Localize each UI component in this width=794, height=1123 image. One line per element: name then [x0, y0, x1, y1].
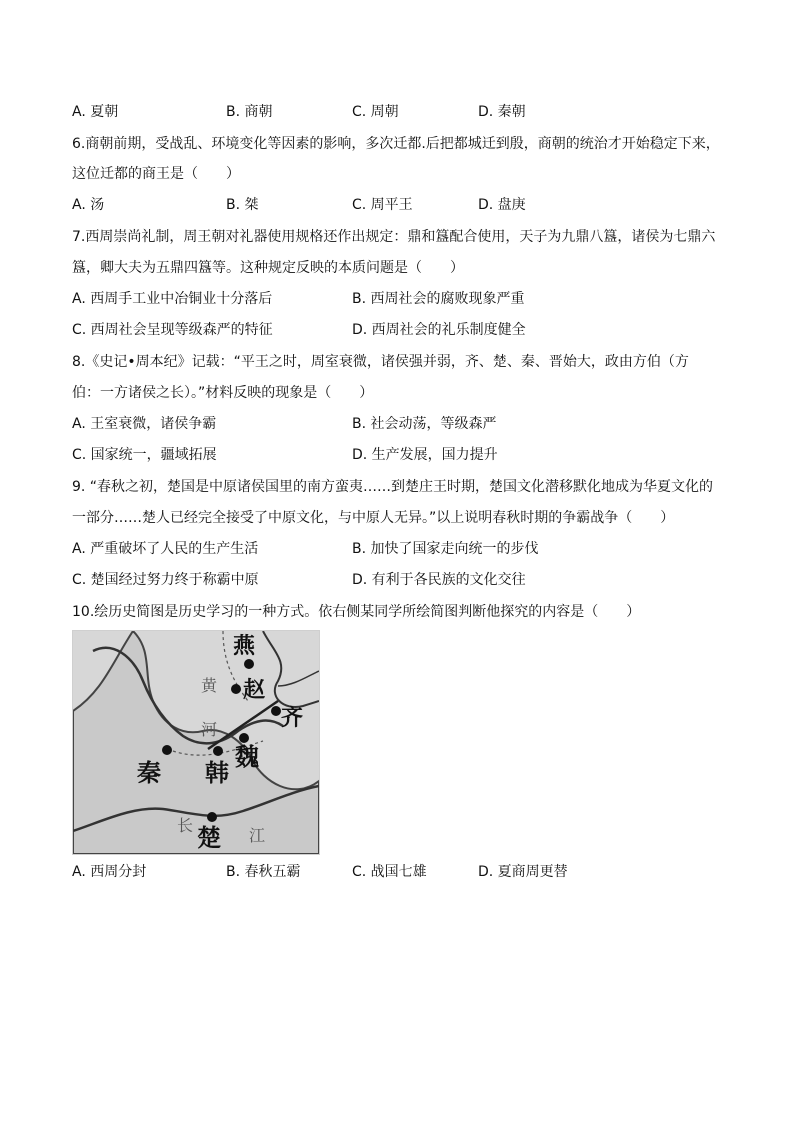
- q7-option-b: B. 西周社会的腐败现象严重: [352, 291, 525, 307]
- chang-river-label: 长: [177, 816, 194, 835]
- chu-label: 楚: [197, 823, 221, 852]
- q10-stem: 10.绘历史简图是历史学习的一种方式。依右侧某同学所绘简图判断他探究的内容是（ ）: [72, 604, 641, 620]
- han-label: 韩: [205, 758, 229, 787]
- qi-capital-dot: [271, 706, 281, 716]
- q7-stem-line1: 7.西周崇尚礼制，周王朝对礼器使用规格还作出规定：鼎和簋配合使用，天子为九鼎八簋，诸侯为七鼎六: [72, 229, 716, 245]
- q10-option-a: A. 西周分封: [72, 864, 147, 880]
- q8-option-a: A. 王室衰微，诸侯争霸: [72, 416, 217, 432]
- q6-option-c: C. 周平王: [352, 197, 413, 213]
- q10-option-c: C. 战国七雄: [352, 864, 427, 880]
- warring-states-map: [72, 630, 320, 855]
- q5-option-c: C. 周朝: [352, 104, 399, 120]
- huang-river-label: 黄: [201, 676, 218, 695]
- q5-option-a: A. 夏朝: [72, 104, 119, 120]
- q7-stem-line2: 簋，卿大夫为五鼎四簋等。这种规定反映的本质问题是（ ）: [72, 260, 464, 276]
- q8-stem-line1: 8.《史记•周本纪》记载：“平王之时，周室衰微，诸侯强并弱，齐、楚、秦、晋始大，政由方伯（方: [72, 354, 689, 370]
- q5-option-b: B. 商朝: [226, 104, 273, 120]
- wei-label: 魏: [235, 742, 259, 771]
- q10-option-b: B. 春秋五霸: [226, 864, 301, 880]
- he-river-label: 河: [201, 720, 218, 739]
- qi-label: 齐: [281, 705, 304, 731]
- q10-option-d: D. 夏商周更替: [478, 864, 568, 880]
- q5-option-d: D. 秦朝: [478, 104, 526, 120]
- q8-stem-line2: 伯：一方诸侯之长）。”材料反映的现象是（ ）: [72, 385, 374, 401]
- q9-option-d: D. 有利于各民族的文化交往: [352, 572, 526, 588]
- q8-option-d: D. 生产发展，国力提升: [352, 447, 498, 463]
- q6-option-d: D. 盘庚: [478, 197, 526, 213]
- chu-capital-dot: [207, 812, 217, 822]
- yan-label: 燕: [233, 633, 256, 659]
- q6-option-b: B. 桀: [226, 197, 259, 213]
- q9-stem-line1: 9. “春秋之初，楚国是中原诸侯国里的南方蛮夷……到楚庄王时期，楚国文化潜移默化地成为华夏文化的: [72, 479, 714, 495]
- jiang-river-label: 江: [249, 826, 266, 845]
- q8-option-b: B. 社会动荡，等级森严: [352, 416, 497, 432]
- q9-option-b: B. 加快了国家走向统一的步伐: [352, 541, 539, 557]
- q6-option-a: A. 汤: [72, 197, 105, 213]
- qin-label: 秦: [137, 758, 161, 787]
- zhao-capital-dot: [231, 684, 241, 694]
- q9-stem-line2: 一部分……楚人已经完全接受了中原文化，与中原人无异。”以上说明春秋时期的争霸战争（ ）: [72, 510, 675, 526]
- yan-capital-dot: [244, 659, 254, 669]
- q6-stem-line2: 这位迁都的商王是（ ）: [72, 166, 240, 182]
- qin-capital-dot: [162, 745, 172, 755]
- q9-option-c: C. 楚国经过努力终于称霸中原: [72, 572, 259, 588]
- q7-option-d: D. 西周社会的礼乐制度健全: [352, 322, 526, 338]
- q7-option-a: A. 西周手工业中冶铜业十分落后: [72, 291, 273, 307]
- q7-option-c: C. 西周社会呈现等级森严的特征: [72, 322, 273, 338]
- map-drawing: [73, 631, 319, 854]
- han-capital-dot: [213, 746, 223, 756]
- q6-stem-line1: 6.商朝前期，受战乱、环境变化等因素的影响，多次迁都.后把都城迁到殷，商朝的统治才开始稳定下来，: [72, 136, 720, 152]
- zhao-label: 赵: [243, 677, 266, 703]
- q9-option-a: A. 严重破坏了人民的生产生活: [72, 541, 259, 557]
- q8-option-c: C. 国家统一，疆域拓展: [72, 447, 217, 463]
